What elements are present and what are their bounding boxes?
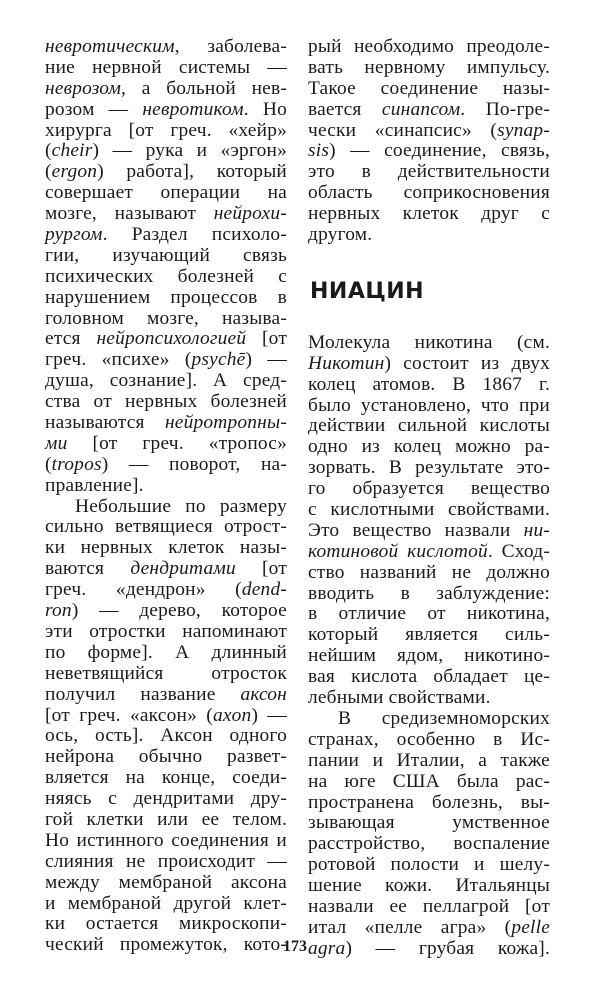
text-line <box>308 500 550 521</box>
text-fragment: розом — <box>45 98 143 120</box>
text-line <box>308 521 550 542</box>
text-fragment: вводить в заблуждение: <box>308 582 550 604</box>
text-line <box>45 831 287 852</box>
text-fragment: шение кожи. Итальянцы <box>308 875 550 897</box>
italic-term: нейротропны- <box>164 412 287 434</box>
text-fragment: ) — <box>245 349 287 371</box>
text-line <box>308 709 550 730</box>
text-fragment: ) — соединение, связь, <box>329 140 550 162</box>
text-fragment: получил название <box>45 683 241 705</box>
text-fragment: вается <box>308 98 382 120</box>
text-line <box>308 667 550 688</box>
text-fragment: итал «пелле агра» ( <box>308 916 512 938</box>
text-fragment: с кислотными свойствами. <box>308 499 550 521</box>
text-line <box>45 371 287 392</box>
text-line <box>45 935 287 956</box>
italic-term: pelle <box>511 916 550 938</box>
text-fragment: странах, особенно в Ис- <box>308 728 550 750</box>
text-fragment: нейрона обычно развет- <box>45 746 287 768</box>
text-line <box>45 288 287 309</box>
text-line <box>45 768 287 789</box>
text-fragment: зорвать. В результате это- <box>308 457 550 479</box>
text-line <box>45 706 287 727</box>
text-line <box>45 538 287 559</box>
text-fragment: ) — <box>251 704 288 726</box>
text-fragment: ки остается микроскопи- <box>45 913 287 935</box>
italic-term: ми <box>45 432 68 454</box>
text-fragment: ) работа], который <box>97 161 287 183</box>
text-fragment: гии, изучающий связь <box>45 244 287 266</box>
text-line <box>308 793 550 814</box>
text-line <box>45 413 287 434</box>
italic-term: ни- <box>523 519 550 541</box>
italic-term: котиновой кислотой <box>308 540 488 562</box>
text-fragment: неветвящийся отросток <box>45 662 287 684</box>
entry-heading-niacin: НИАЦИН <box>310 278 425 304</box>
text-fragment: [от греч. «аксон» ( <box>45 704 213 726</box>
text-fragment: это в действительности <box>308 161 550 183</box>
text-fragment: . Сход- <box>487 540 550 562</box>
italic-term: ron <box>45 600 72 622</box>
text-fragment: ваются <box>45 558 131 580</box>
italic-term: ургом <box>54 224 103 246</box>
text-line <box>308 542 550 563</box>
text-fragment: действии сильной кислоты <box>308 415 550 437</box>
text-fragment: ( <box>45 140 52 162</box>
text-fragment: нарушением процессов в <box>45 286 287 308</box>
text-line <box>308 183 550 204</box>
text-fragment: греч. «дендрон» ( <box>45 579 242 601</box>
text-line <box>308 563 550 584</box>
text-line <box>45 100 287 121</box>
text-line <box>308 939 550 960</box>
text-line <box>308 141 550 162</box>
text-fragment: , а больной нев- <box>121 77 287 99</box>
left-column <box>45 37 287 956</box>
text-line <box>308 897 550 918</box>
text-fragment: головном мозге, называ- <box>45 307 287 329</box>
text-fragment: , заболева- <box>174 36 287 57</box>
text-line <box>45 58 287 79</box>
text-line <box>45 852 287 873</box>
text-fragment: греч. «психе» ( <box>45 349 192 371</box>
text-fragment: вать нервному импульсу. <box>308 56 550 78</box>
text-line <box>45 162 287 183</box>
text-line <box>308 37 550 58</box>
text-fragment: вая кислота обладает це- <box>308 666 550 688</box>
text-fragment: душа, сознание]. А сред- <box>45 370 287 392</box>
text-fragment: ется <box>45 328 97 350</box>
text-line <box>45 79 287 100</box>
text-fragment: . По-гре- <box>460 98 550 120</box>
text-line <box>45 225 287 246</box>
text-fragment: ческий промежуток, кото- <box>45 934 287 956</box>
text-fragment: лебными свойствами. <box>308 687 491 709</box>
text-fragment: колец атомов. В 1867 г. <box>308 373 550 395</box>
italic-term: аксон <box>240 683 287 705</box>
text-line <box>308 646 550 667</box>
text-line <box>45 601 287 622</box>
text-fragment: . Но <box>243 98 287 120</box>
text-fragment: ) — дерево, которое <box>71 600 287 622</box>
text-line <box>45 476 287 497</box>
text-fragment: было установлено, что при <box>308 394 550 416</box>
text-line <box>45 37 287 58</box>
text-line <box>45 204 287 225</box>
italic-term: agra <box>308 937 346 959</box>
body-text-niacin <box>308 333 550 960</box>
text-fragment: расстройство, воспаление <box>308 833 550 855</box>
text-line <box>45 873 287 894</box>
text-line <box>45 622 287 643</box>
text-fragment: и мембраной другой клет- <box>45 892 287 914</box>
text-line <box>308 625 550 646</box>
text-line <box>308 204 550 225</box>
text-fragment: ) состоит из двух <box>384 352 550 374</box>
text-fragment: чески «синапсис» ( <box>308 119 498 141</box>
text-fragment: р <box>45 224 55 246</box>
italic-term: нейропсихологией <box>96 328 247 350</box>
text-fragment: на юге США была рас- <box>308 770 550 792</box>
italic-term: dend- <box>241 579 287 601</box>
text-line <box>45 914 287 935</box>
text-fragment: вляется на конце, соеди- <box>45 767 287 789</box>
text-fragment: слияния не происходит — <box>45 850 287 872</box>
text-line <box>45 350 287 371</box>
text-fragment: психических болезней с <box>45 265 287 287</box>
text-line <box>45 747 287 768</box>
text-line <box>308 688 550 709</box>
text-line <box>308 79 550 100</box>
text-line <box>308 162 550 183</box>
text-line <box>308 604 550 625</box>
italic-term: synap- <box>497 119 550 141</box>
text-fragment: [от <box>235 558 287 580</box>
text-line <box>308 416 550 437</box>
text-line <box>45 455 287 476</box>
italic-term: дендритами <box>130 558 236 580</box>
text-fragment: хирурга [от греч. «хейр» <box>45 119 287 141</box>
text-fragment: рый необходимо преодоле- <box>308 36 550 57</box>
italic-term: cheir <box>51 140 93 162</box>
text-fragment: зывающая умственное <box>308 812 550 834</box>
text-fragment: Такое соединение назы- <box>308 77 550 99</box>
italic-term: невротическим <box>45 36 175 57</box>
text-fragment: ( <box>45 161 52 183</box>
text-line <box>45 517 287 538</box>
text-fragment: эти отростки напоминают <box>45 620 287 642</box>
text-line <box>45 246 287 267</box>
right-column <box>308 37 550 960</box>
text-fragment: [от греч. «тропос» <box>67 432 287 454</box>
text-fragment: гой клетки или ее телом. <box>45 808 287 830</box>
italic-term: tropos <box>51 453 102 475</box>
text-line <box>308 225 550 246</box>
text-line <box>308 58 550 79</box>
text-fragment: в отличие от никотина, <box>308 603 550 625</box>
text-fragment: В средиземноморских <box>338 707 550 729</box>
text-line <box>45 434 287 455</box>
text-fragment: мозге, называют <box>45 203 214 225</box>
italic-term: axon <box>212 704 252 726</box>
text-line <box>308 876 550 897</box>
text-fragment: другом. <box>308 224 373 246</box>
text-line <box>308 751 550 772</box>
italic-term: нейрохи- <box>213 203 287 225</box>
text-line <box>45 121 287 142</box>
text-line <box>45 726 287 747</box>
text-line <box>308 396 550 417</box>
text-fragment: ки нервных клеток назы- <box>45 537 287 559</box>
text-line <box>45 141 287 162</box>
italic-term: неврозом <box>45 77 122 99</box>
text-fragment: ние нервной системы — <box>45 56 287 78</box>
text-fragment: правление]. <box>45 474 144 496</box>
text-fragment: ) — грубая кожа]. <box>345 937 550 959</box>
text-fragment: пании и Италии, а также <box>308 749 550 771</box>
text-line <box>308 855 550 876</box>
text-fragment: между мембраной аксона <box>45 871 287 893</box>
text-line <box>45 183 287 204</box>
text-fragment: го образуется вещество <box>308 478 550 500</box>
text-line <box>45 559 287 580</box>
text-fragment: Молекула никотина (см. <box>308 331 550 353</box>
text-fragment: ства от нервных болезней <box>45 391 287 413</box>
italic-term: невротиком <box>142 98 244 120</box>
text-fragment: сильно ветвящиеся отрост- <box>45 516 287 538</box>
text-line <box>308 437 550 458</box>
text-fragment: Небольшие по размеру <box>75 495 287 517</box>
text-fragment: область соприкосновения <box>308 182 550 204</box>
italic-term: Никотин <box>308 352 385 374</box>
text-line <box>308 354 550 375</box>
text-line <box>45 894 287 915</box>
text-line <box>45 267 287 288</box>
text-line <box>45 664 287 685</box>
text-fragment: назвали ее пеллагрой [от <box>308 895 550 917</box>
text-line <box>45 789 287 810</box>
text-line <box>308 479 550 500</box>
text-fragment: ( <box>45 453 52 475</box>
italic-term: ergon <box>51 161 98 183</box>
text-line <box>308 333 550 354</box>
text-line <box>308 121 550 142</box>
text-fragment: . Раздел психоло- <box>102 224 287 246</box>
italic-term: sis <box>308 140 330 162</box>
text-line <box>308 584 550 605</box>
text-fragment: ство названий не должно <box>308 561 550 583</box>
text-fragment: нейшим ядом, никотино- <box>308 645 550 667</box>
italic-term: синапсом <box>381 98 461 120</box>
text-fragment: называются <box>45 412 165 434</box>
text-line <box>308 834 550 855</box>
text-fragment: нервных клеток друг с <box>308 203 550 225</box>
text-line <box>45 392 287 413</box>
text-fragment: [от <box>246 328 287 350</box>
text-line <box>45 497 287 518</box>
text-fragment: по форме]. А длинный <box>45 641 287 663</box>
text-fragment: ) — поворот, на- <box>101 453 287 475</box>
text-fragment: который является силь- <box>308 624 550 646</box>
text-line <box>308 772 550 793</box>
text-line <box>308 813 550 834</box>
text-fragment: няясь с дендритами дру- <box>45 788 287 810</box>
text-fragment: Это вещество назвали <box>308 519 524 541</box>
text-line <box>308 918 550 939</box>
text-fragment: совершает операции на <box>45 182 287 204</box>
text-line <box>45 685 287 706</box>
text-line <box>45 309 287 330</box>
text-line <box>308 100 550 121</box>
text-line <box>45 643 287 664</box>
text-line <box>45 580 287 601</box>
italic-term: psychē <box>191 349 246 371</box>
text-fragment: пространена болезнь, вы- <box>308 791 550 813</box>
text-line <box>308 458 550 479</box>
text-fragment: Но истинного соединения и <box>45 829 287 851</box>
text-line <box>45 810 287 831</box>
text-fragment: ) — рука и «эргон» <box>92 140 287 162</box>
text-line <box>308 730 550 751</box>
text-line <box>45 329 287 350</box>
text-fragment: одно из колец можно ра- <box>308 436 550 458</box>
body-text-synapse <box>308 37 550 246</box>
text-fragment: ось, ость]. Аксон одного <box>45 725 287 747</box>
text-line <box>308 375 550 396</box>
text-fragment: ротовой полости и шелу- <box>308 854 550 876</box>
page-number: 173 <box>283 938 307 955</box>
